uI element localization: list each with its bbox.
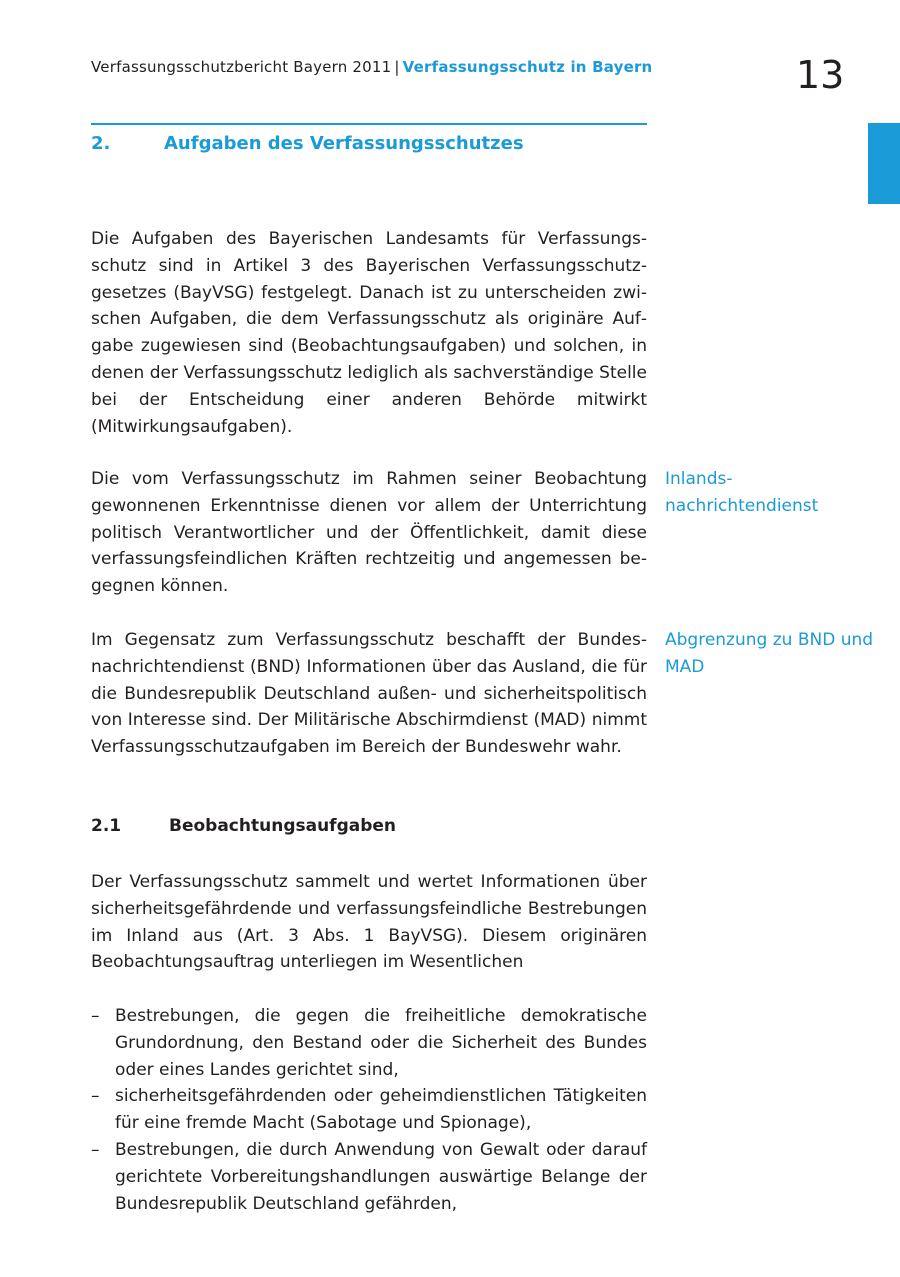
list-bullet: – [91, 1006, 100, 1026]
list-item [91, 1137, 647, 1217]
subsection-number: 2.1 [91, 816, 122, 836]
page-number: 13 [796, 53, 845, 97]
observation-task-list [91, 1003, 647, 1217]
chapter-tab-marker [868, 123, 900, 204]
report-title: Verfassungsschutzbericht Bayern 2011 [91, 58, 392, 76]
list-item-text: Bestrebungen, die durch Anwendung von Gewalt oder darauf gerichtete Vorbereitungshandlungen auswärtige Belange der Bundesrepublik Deutschland gefährden, [115, 1139, 647, 1214]
paragraph-findings: Die vom Verfassungsschutz im Rahmen seiner Beobachtung gewonnenen Erkenntnisse dienen vor allem der Unterrichtung politisch Verantwortlicher und der Öffentlichkeit, damit diese verfassungsfeindlichen Kräften rechtzeitig und angemessen begegnen können. [91, 469, 647, 597]
section-rule [91, 123, 647, 125]
section-heading [91, 133, 524, 154]
margin-note-bnd-mad: Abgrenzung zu BND und MAD [665, 630, 874, 677]
section-title: Aufgaben des Verfassungsschutzes [164, 133, 524, 154]
chapter-title: Verfassungsschutz in Bayern [402, 58, 653, 76]
running-header [91, 58, 652, 76]
header-separator: | [394, 58, 400, 76]
list-item [91, 1003, 647, 1083]
list-item [91, 1083, 647, 1137]
subsection-heading [91, 816, 397, 836]
margin-note-inland: Inlandsnachrichtendienst [665, 469, 819, 516]
list-item-text: Bestrebungen, die gegen die freiheitliche demokratische Grundordnung, den Bestand oder die Sicherheit des Bundes oder eines Landes gerichtet sind, [115, 1006, 647, 1080]
list-bullet: – [91, 1086, 100, 1107]
paragraph-observation-intro: Der Verfassungsschutz sammelt und wertet Informationen über sicherheitsgefährdende und verfassungsfeindliche Bestrebungen im Inland aus (Art. 3 Abs. 1 BayVSG). Diesem originären Beobachtungsauftrag unterliegen im Wesentlichen [91, 872, 647, 973]
paragraph-bnd-mad: Im Gegensatz zum Verfassungsschutz beschafft der Bundesnachrichtendienst (BND) Informationen über das Ausland, die für die Bundesrepublik Deutschland außen- und sicherheitspolitisch von Interesse sind. Der Militärische Abschirmdienst (MAD) nimmt Verfassungsschutzaufgaben im Bereich der Bundeswehr wahr. [91, 630, 647, 758]
subsection-title: Beobachtungsaufgaben [169, 816, 397, 836]
paragraph-tasks: Die Aufgaben des Bayerischen Landesamts für Verfassungsschutz sind in Artikel 3 des Bayerischen Verfassungsschutzgesetzes (BayVSG) festgelegt. Danach ist zu unterscheiden zwischen Aufgaben, die dem Verfassungsschutz als originäre Aufgabe zugewiesen sind (Beobachtungsaufgaben) und solchen, in denen der Verfassungsschutz lediglich als sachverständige Stelle bei der Entscheidung einer anderen Behörde mitwirkt (Mitwirkungsaufgaben). [91, 229, 647, 437]
list-item-text: sicherheitsgefährdenden oder geheimdienstlichen Tätigkeiten für eine fremde Macht (Sabotage und Spionage), [115, 1086, 647, 1134]
list-bullet: – [91, 1139, 100, 1160]
section-number: 2. [91, 133, 111, 154]
